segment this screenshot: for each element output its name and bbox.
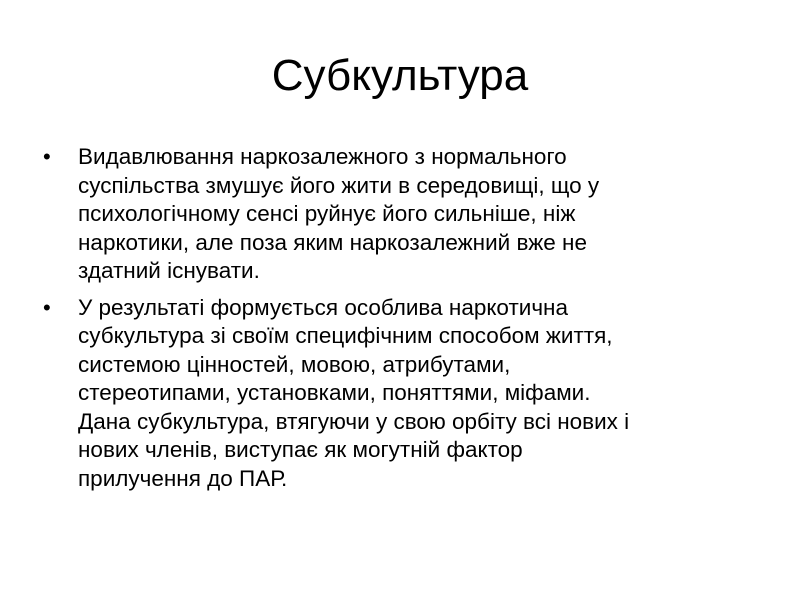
bullet-item <box>40 294 750 494</box>
bullet-item <box>40 143 750 286</box>
bullet-line: нових членів, виступає як могутній фактор <box>78 437 523 462</box>
slide-title: Субкультура <box>271 51 529 100</box>
bullet-line: прилучення до ПАР. <box>78 465 288 491</box>
bullet-line: психологічному сенсі руйнує його сильніше, ніж <box>78 201 576 226</box>
bullet-line: Видавлювання наркозалежного з нормального <box>78 144 567 169</box>
bullet-icon: • <box>43 144 51 169</box>
bullet-line: стереотипами, установками, поняттями, міфами. <box>78 380 591 405</box>
bullet-line: У результаті формується особлива наркотична <box>78 294 568 320</box>
bullet-line: субкультура зі своїм специфічним способом життя, <box>78 323 613 348</box>
bullet-line: здатний існувати. <box>78 258 260 283</box>
bullet-line: системою цінностей, мовою, атрибутами, <box>78 351 511 377</box>
bullet-line: суспільства змушує його жити в середовищі, що у <box>78 172 600 198</box>
bullet-line: Дана субкультура, втягуючи у свою орбіту всі нових і <box>78 408 630 434</box>
bullet-icon: • <box>43 294 51 320</box>
bullet-line: наркотики, але поза яким наркозалежний вже не <box>78 229 587 255</box>
bullet-list <box>40 143 750 501</box>
